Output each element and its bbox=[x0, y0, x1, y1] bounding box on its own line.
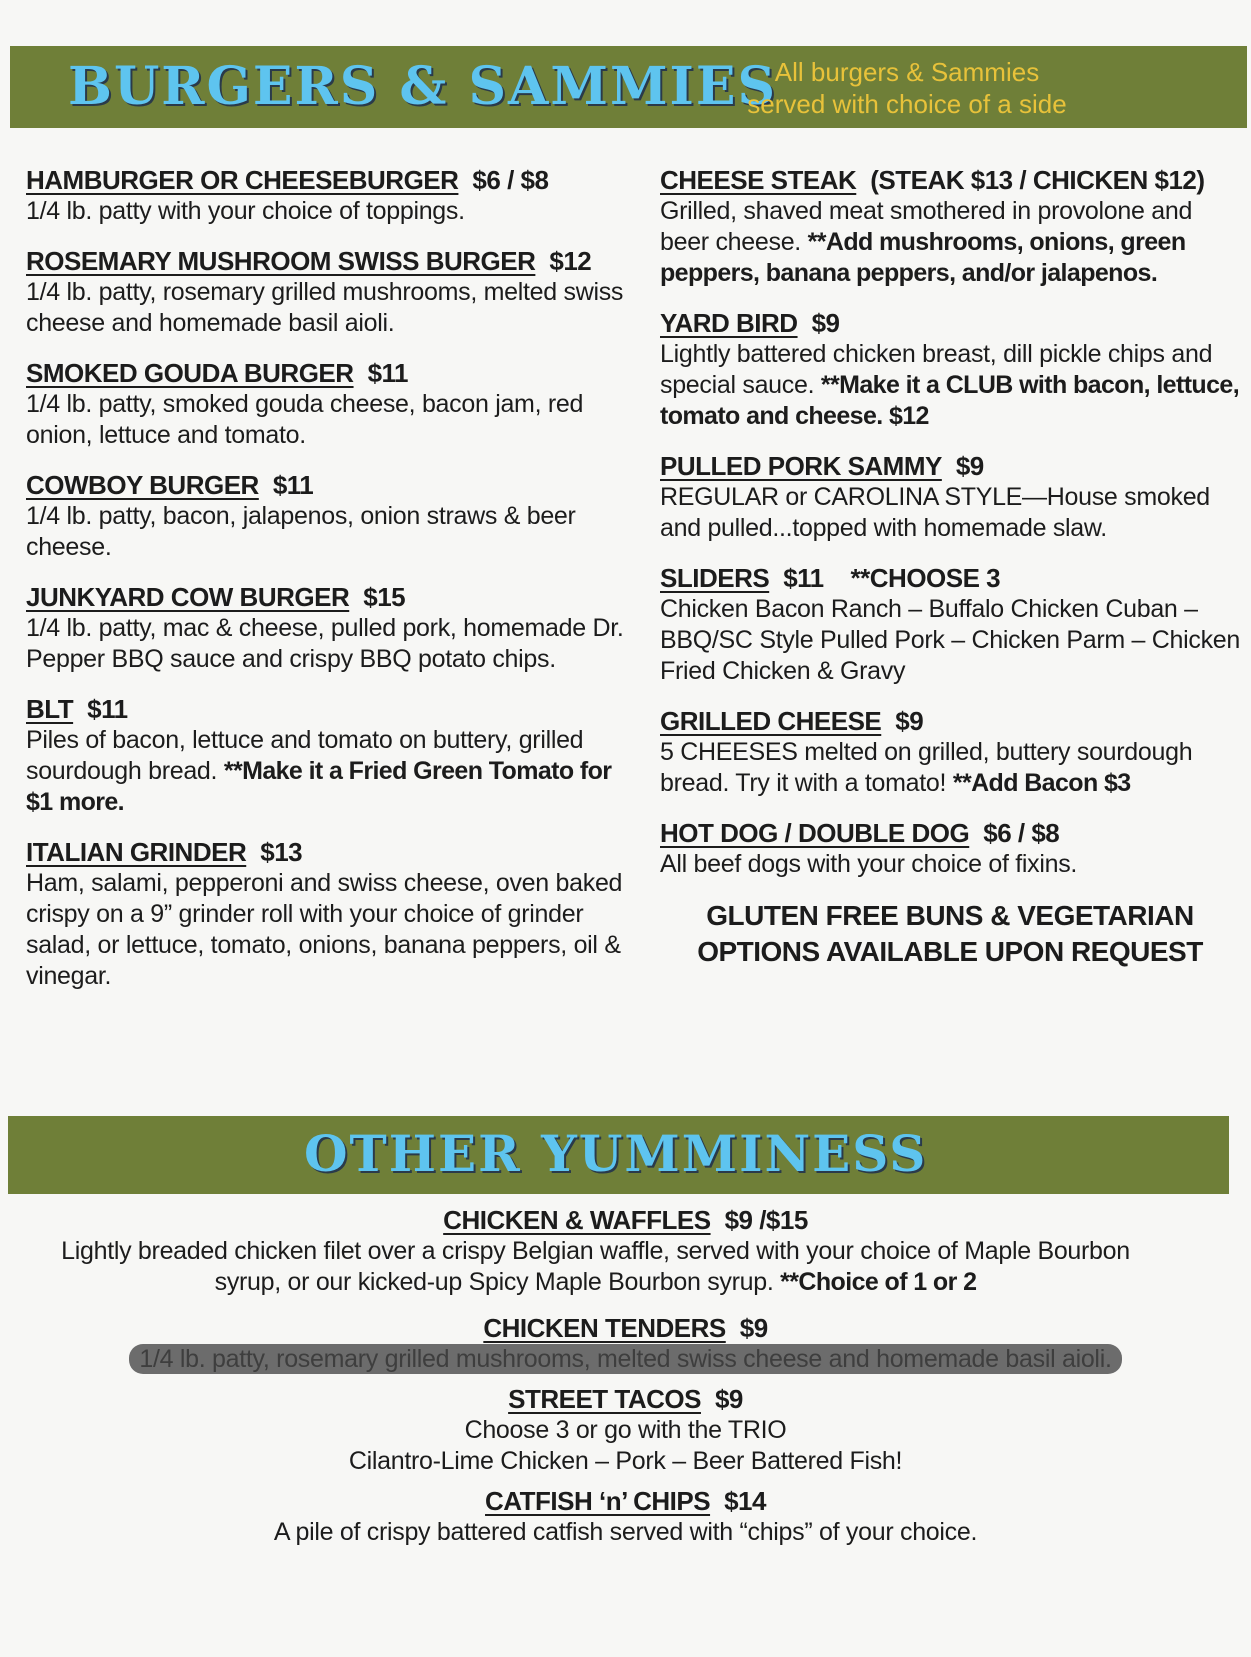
notice-line: OPTIONS AVAILABLE UPON REQUEST bbox=[697, 936, 1203, 967]
item-price: $11 bbox=[87, 694, 128, 724]
menu-item bbox=[26, 469, 626, 563]
item-price: $11 bbox=[272, 470, 314, 500]
burgers-side-note: All burgers & Sammies served with choice of a side bbox=[747, 57, 1067, 119]
menu-item bbox=[26, 693, 626, 818]
item-description: A pile of crispy battered catfish served with “chips” of your choice. bbox=[273, 1518, 978, 1546]
item-name: CHEESE STEAK bbox=[660, 165, 857, 195]
item-name: JUNKYARD COW BURGER bbox=[26, 582, 350, 612]
item-note: **Add mushrooms, onions, green peppers, banana peppers, and/or jalapenos. bbox=[660, 228, 1186, 287]
highlighted-description: 1/4 lb. patty, rosemary grilled mushrooms, melted swiss cheese and homemade basil aioli. bbox=[129, 1344, 1121, 1374]
item-name: HAMBURGER OR CHEESEBURGER bbox=[26, 165, 459, 195]
menu-item bbox=[26, 164, 626, 227]
menu-item bbox=[660, 450, 1240, 544]
item-description: 1/4 lb. patty, rosemary grilled mushrooms, melted swiss cheese and homemade basil aioli. bbox=[26, 278, 624, 337]
menu-item bbox=[26, 836, 626, 992]
menu-item bbox=[26, 581, 626, 675]
item-price: $9 bbox=[811, 308, 840, 338]
item-price: $15 bbox=[363, 582, 406, 612]
item-price: $9 bbox=[714, 1384, 743, 1414]
item-name: CATFISH ‘n’ CHIPS bbox=[485, 1486, 711, 1516]
item-name: SMOKED GOUDA BURGER bbox=[26, 358, 354, 388]
menu-item bbox=[660, 817, 1240, 880]
gluten-free-notice bbox=[660, 898, 1240, 970]
menu-item bbox=[660, 562, 1240, 687]
menu-item bbox=[660, 705, 1240, 799]
item-name: PULLED PORK SAMMY bbox=[660, 451, 942, 481]
menu-item bbox=[0, 1485, 1251, 1548]
item-price: $14 bbox=[724, 1486, 766, 1516]
item-name: CHICKEN & WAFFLES bbox=[443, 1205, 711, 1235]
item-description: Grilled, shaved meat smothered in provolone and beer cheese. bbox=[660, 197, 1193, 256]
menu-item bbox=[0, 1312, 1251, 1375]
item-price: $13 bbox=[260, 837, 303, 867]
item-price: $9 bbox=[739, 1313, 768, 1343]
menu-item bbox=[26, 357, 626, 451]
item-name: BLT bbox=[26, 694, 74, 724]
item-name: SLIDERS bbox=[660, 563, 770, 593]
menu-item bbox=[0, 1383, 1251, 1477]
item-description: REGULAR or CAROLINA STYLE—House smoked and pulled...topped with homemade slaw. bbox=[660, 483, 1210, 542]
item-name: GRILLED CHEESE bbox=[660, 706, 882, 736]
item-name: COWBOY BURGER bbox=[26, 470, 259, 500]
item-description: 1/4 lb. patty with your choice of toppings. bbox=[26, 197, 465, 225]
item-description-line2: Cilantro-Lime Chicken – Pork – Beer Battered Fish! bbox=[348, 1447, 903, 1475]
item-description: Lightly battered chicken breast, dill pickle chips and special sauce. bbox=[660, 340, 1213, 399]
item-description: Chicken Bacon Ranch – Buffalo Chicken Cuban – BBQ/SC Style Pulled Pork – Chicken Parm – Chicken Fried Chicken & Gravy bbox=[660, 595, 1240, 685]
item-note: **Make it a CLUB with bacon, lettuce, tomato and cheese. $12 bbox=[660, 371, 1240, 430]
burgers-right-column bbox=[660, 164, 1240, 970]
item-name: YARD BIRD bbox=[660, 308, 798, 338]
notice-line: GLUTEN FREE BUNS & VEGETARIAN bbox=[706, 900, 1194, 931]
item-price: $11 **CHOOSE 3 bbox=[783, 563, 1001, 593]
other-title: OTHER YUMMINESS bbox=[304, 1124, 928, 1183]
other-section bbox=[0, 1204, 1251, 1556]
item-name: HOT DOG / DOUBLE DOG bbox=[660, 818, 970, 848]
menu-item bbox=[26, 245, 626, 339]
item-name: CHICKEN TENDERS bbox=[483, 1313, 726, 1343]
item-price: $9 bbox=[955, 451, 984, 481]
burgers-banner bbox=[10, 46, 1247, 128]
burgers-left-column bbox=[26, 164, 626, 1010]
item-price: $12 bbox=[549, 246, 592, 276]
item-price: $9 /$15 bbox=[724, 1205, 808, 1235]
item-price: $6 / $8 bbox=[983, 818, 1060, 848]
other-banner bbox=[8, 1116, 1229, 1194]
menu-item bbox=[0, 1204, 1251, 1298]
item-note: **Make it a Fried Green Tomato for $1 more. bbox=[26, 757, 612, 816]
item-description: Piles of bacon, lettuce and tomato on buttery, grilled sourdough bread. bbox=[26, 726, 584, 785]
item-note: **Add Bacon $3 bbox=[952, 769, 1131, 797]
item-description: 1/4 lb. patty, smoked gouda cheese, bacon jam, red onion, lettuce and tomato. bbox=[26, 390, 584, 449]
item-price: $6 / $8 bbox=[472, 165, 549, 195]
item-price: $9 bbox=[895, 706, 924, 736]
item-name: ITALIAN GRINDER bbox=[26, 837, 247, 867]
menu-item bbox=[660, 307, 1240, 432]
item-description: Lightly breaded chicken filet over a crispy Belgian waffle, served with your choice of Maple Bourbon syrup, or our kicked-up Spicy Maple Bourbon syrup. bbox=[61, 1237, 1130, 1296]
item-note: **Choice of 1 or 2 bbox=[780, 1268, 977, 1296]
item-description: 1/4 lb. patty, bacon, jalapenos, onion straws & beer cheese. bbox=[26, 502, 576, 561]
item-description: Ham, salami, pepperoni and swiss cheese, oven baked crispy on a 9” grinder roll with your choice of grinder salad, or lettuce, tomato, onions, banana peppers, oil & vinegar. bbox=[26, 869, 623, 990]
item-name: ROSEMARY MUSHROOM SWISS BURGER bbox=[26, 246, 536, 276]
item-description: 1/4 lb. patty, mac & cheese, pulled pork, homemade Dr. Pepper BBQ sauce and crispy BBQ potato chips. bbox=[26, 614, 624, 673]
item-description: 5 CHEESES melted on grilled, buttery sourdough bread. Try it with a tomato! bbox=[660, 738, 1193, 797]
item-price: $11 bbox=[367, 358, 409, 388]
item-name: STREET TACOS bbox=[508, 1384, 701, 1414]
item-description: Choose 3 or go with the TRIO bbox=[464, 1416, 787, 1444]
burgers-title: BURGERS & SAMMIES bbox=[68, 56, 778, 117]
item-description: All beef dogs with your choice of fixins. bbox=[660, 850, 1078, 878]
item-price: (STEAK $13 / CHICKEN $12) bbox=[870, 165, 1205, 195]
menu-item bbox=[660, 164, 1240, 289]
